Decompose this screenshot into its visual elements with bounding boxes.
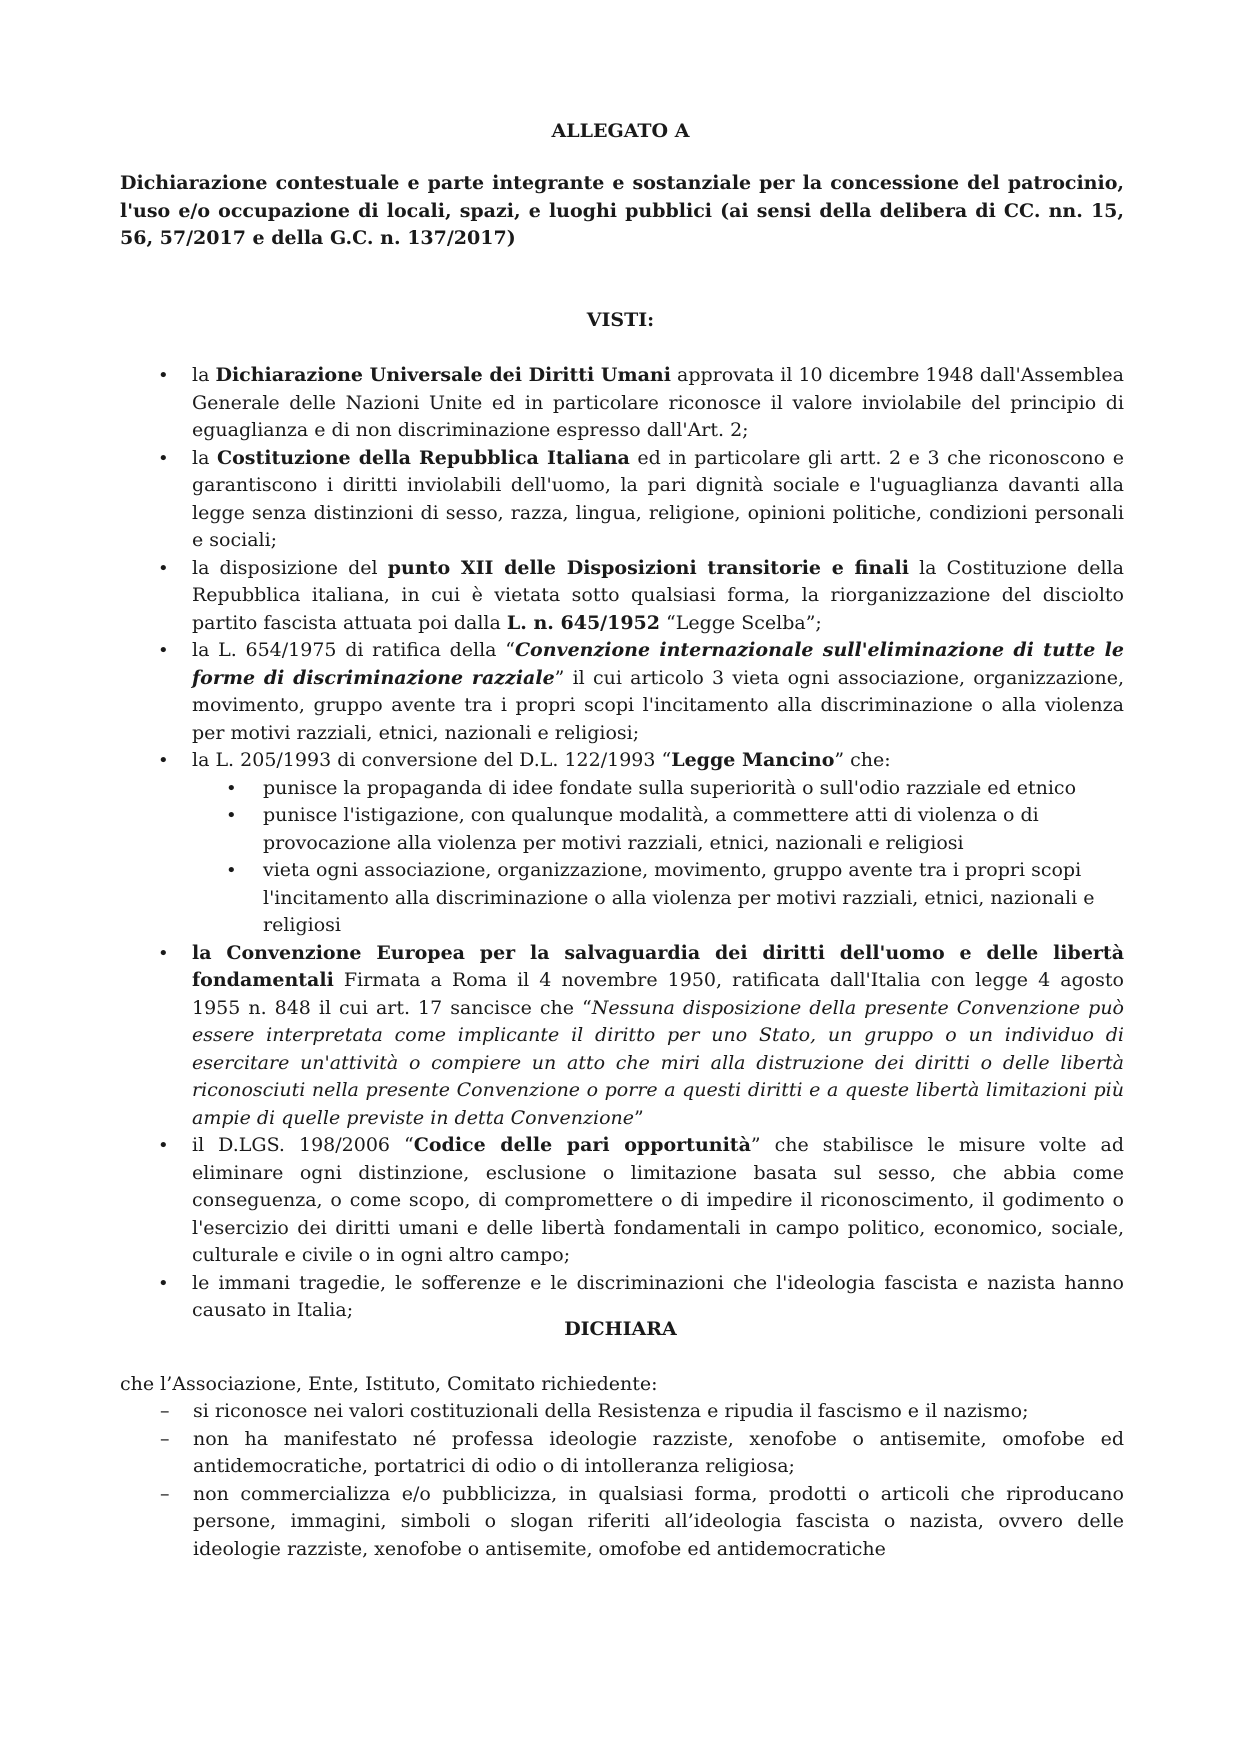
sub-list-item bbox=[192, 775, 1124, 803]
item-text: la Costituzione della Repubblica italiana, in cui è vietata sotto qualsiasi forma, la riorganizzazione del disciolto partito fascista attuata poi dalla bbox=[192, 556, 1124, 634]
item-text: la bbox=[192, 364, 216, 386]
item-text: ” il cui articolo 3 vieta ogni associazione, organizzazione, movimento, gruppo avente tra i propri scopi l'incitamento alla discriminazione o alla violenza per motivi razziali, etnici, nazionali e religiosi; bbox=[192, 666, 1124, 744]
item-text: la L. 205/1993 di conversione del D.L. 122/1993 “ bbox=[192, 749, 672, 771]
item-bold-text: la Convenzione Europea per la salvaguardia dei diritti dell'uomo e delle libertà fondamentali bbox=[192, 941, 1124, 991]
bullet-icon: • bbox=[158, 1272, 169, 1294]
declaration-item bbox=[120, 1398, 1124, 1426]
bullet-icon: • bbox=[158, 365, 169, 386]
declaration-item bbox=[120, 1481, 1124, 1564]
item-text: “Legge Scelba”; bbox=[660, 611, 822, 634]
declarations-list bbox=[120, 1398, 1124, 1563]
document-title: ALLEGATO A bbox=[551, 120, 690, 142]
list-item bbox=[120, 445, 1124, 555]
item-bold-italic-text: Convenzione internazionale sull'eliminazione di tutte le forme di discriminazione razziale bbox=[192, 639, 1124, 689]
dichiara-heading: DICHIARA bbox=[564, 1318, 677, 1340]
list-item bbox=[120, 940, 1124, 1133]
document-subtitle: Dichiarazione contestuale e parte integrante e sostanziale per la concessione del patrocinio, l'uso e/o occupazione di locali, spazi, e luoghi pubblici (ai sensi della delibera di CC. nn. 15, 56, 57/2017 e della G.C. n. 137/2017) bbox=[120, 172, 1124, 249]
declaration-intro: che l’Associazione, Ente, Istituto, Comitato richiedente: bbox=[120, 1373, 658, 1395]
sub-list-item bbox=[192, 802, 1124, 857]
bullet-icon: • bbox=[158, 447, 169, 469]
sub-item-text: punisce l'istigazione, con qualunque modalità, a commettere atti di violenza o di provocazione alla violenza per motivi razziali, etnici, nazionali e religiosi bbox=[263, 804, 1039, 854]
item-bold-text: L. n. 645/1952 bbox=[506, 611, 660, 634]
list-item bbox=[120, 747, 1124, 940]
dash-icon: – bbox=[160, 1400, 170, 1422]
bullet-icon: • bbox=[226, 777, 237, 799]
bullet-icon: • bbox=[158, 640, 169, 661]
list-item bbox=[120, 637, 1124, 747]
item-text: ” bbox=[634, 1106, 644, 1129]
item-text: le immani tragedie, le sofferenze e le discriminazioni che l'ideologia fascista e nazista hanno causato in Italia; bbox=[192, 1271, 1124, 1321]
bullet-icon: • bbox=[158, 557, 169, 579]
item-bold-text: punto XII delle Disposizioni transitorie e finali bbox=[387, 556, 909, 579]
list-item bbox=[120, 362, 1124, 445]
item-text: la disposizione del bbox=[192, 556, 388, 579]
item-text: ed in particolare gli artt. 2 e 3 che riconoscono e garantiscono i diritti inviolabili dell'uomo, la pari dignità sociale e l'uguaglianza davanti alla legge senza distinzioni di sesso, razza, lingua, religione, opinioni politiche, condizioni personali e sociali; bbox=[192, 446, 1124, 551]
item-text: approvata il 10 dicembre 1948 dall'Assemblea Generale delle Nazioni Unite ed in particolare riconosce il valore inviolabile del principio di eguaglianza e di non discriminazione espresso dall'Art. 2; bbox=[192, 364, 1124, 441]
item-text: la bbox=[192, 446, 217, 469]
item-italic-text: Nessuna disposizione della presente Convenzione può essere interpretata come implicante il diritto per uno Stato, un gruppo o un individuo di esercitare un'attività o compiere un atto che miri alla distruzione dei diritti o delle libertà riconosciuti nella presente Convenzione o porre a questi diritti e a queste libertà limitazioni più ampie di quelle previste in detta Convenzione bbox=[192, 996, 1124, 1129]
item-bold-text: Dichiarazione Universale dei Diritti Umani bbox=[215, 364, 671, 386]
list-item bbox=[120, 555, 1124, 638]
declaration-item bbox=[120, 1426, 1124, 1481]
item-bold-text: Costituzione della Repubblica Italiana bbox=[216, 446, 630, 469]
sub-list-item bbox=[192, 857, 1124, 940]
item-text: ” che stabilisce le misure volte ad eliminare ogni distinzione, esclusione o limitazione basata sul sesso, che abbia come conseguenza, o come scopo, di compromettere o di impedire il riconoscimento, il godimento o l'esercizio dei diritti umani e delle libertà fondamentali in campo politico, economico, sociale, culturale e civile o in ogni altro campo; bbox=[192, 1134, 1124, 1266]
sub-item-text: vieta ogni associazione, organizzazione, movimento, gruppo avente tra i propri scopi l'incitamento alla discriminazione o alla violenza per motivi razziali, etnici, nazionali e religiosi bbox=[263, 859, 1095, 936]
declaration-text: si riconosce nei valori costituzionali della Resistenza e ripudia il fascismo e il nazismo; bbox=[193, 1400, 1029, 1422]
sub-item-text: punisce la propaganda di idee fondate sulla superiorità o sull'odio razziale ed etnico bbox=[263, 776, 1077, 799]
dash-icon: – bbox=[160, 1482, 170, 1505]
item-text: la L. 654/1975 di ratifica della “ bbox=[192, 639, 515, 661]
declaration-text: non ha manifestato né professa ideologie razziste, xenofobe o antisemite, omofobe ed antidemocratiche, portatrici di odio o di intolleranza religiosa; bbox=[193, 1427, 1124, 1477]
bullet-icon: • bbox=[226, 805, 237, 826]
bullet-icon: • bbox=[226, 860, 237, 881]
list-item bbox=[120, 1132, 1124, 1270]
item-text: il D.LGS. 198/2006 “ bbox=[192, 1134, 414, 1156]
sub-list bbox=[192, 775, 1124, 940]
bullet-icon: • bbox=[158, 942, 169, 964]
bullet-icon: • bbox=[158, 1135, 169, 1156]
visti-heading: VISTI: bbox=[586, 309, 655, 331]
item-bold-text: Legge Mancino bbox=[671, 749, 835, 771]
visti-list bbox=[120, 362, 1124, 1325]
item-text: ” che: bbox=[834, 749, 891, 771]
declaration-text: non commercializza e/o pubblicizza, in qualsiasi forma, prodotti o articoli che riproducano persone, immagini, simboli o slogan riferiti all’ideologia fascista o nazista, ovvero delle ideologie razziste, xenofobe o antisemite, omofobe ed antidemocratiche bbox=[193, 1482, 1124, 1560]
item-bold-text: Codice delle pari opportunità bbox=[413, 1134, 751, 1156]
dash-icon: – bbox=[160, 1427, 170, 1450]
item-text: Firmata a Roma il 4 novembre 1950, ratificata dall'Italia con legge 4 agosto 1955 n. 848 il cui art. 17 sancisce che “ bbox=[192, 969, 1124, 1019]
bullet-icon: • bbox=[158, 750, 169, 771]
